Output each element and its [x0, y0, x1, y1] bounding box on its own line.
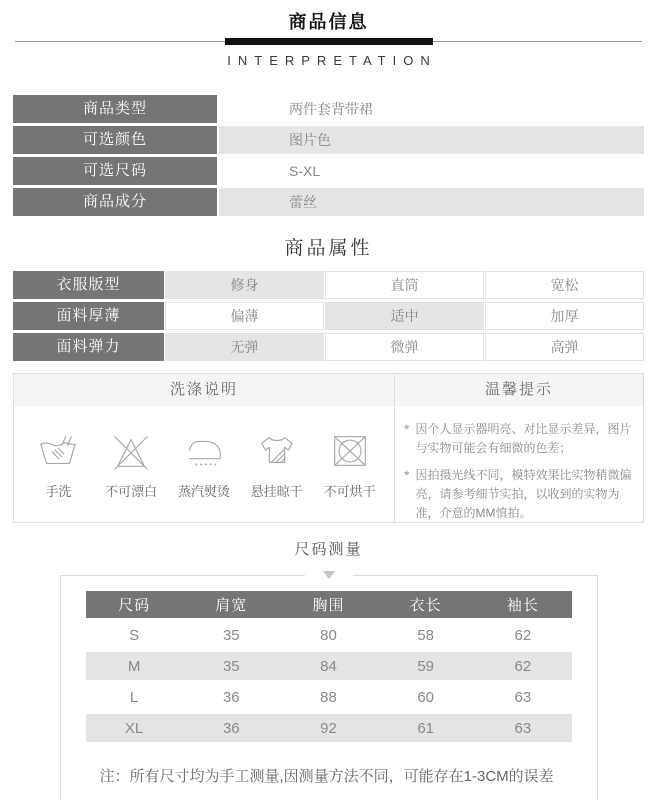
attribute-option-selected: 适中: [325, 302, 484, 330]
table-row: [13, 126, 644, 154]
page-header: [0, 0, 657, 68]
row-label: 商品类型: [13, 95, 217, 123]
row-label: 可选尺码: [13, 157, 217, 185]
size-row-m: [86, 652, 572, 680]
attributes-section-title: 商品属性: [284, 238, 373, 259]
size-row-l: [86, 683, 572, 711]
size-cell: 92: [280, 714, 377, 742]
size-cell: 84: [280, 652, 377, 680]
size-cell: 58: [417, 626, 434, 644]
attribute-label: 面料厚薄: [13, 302, 164, 330]
size-cell: 35: [183, 652, 280, 680]
asterisk-bullet-icon: *: [404, 421, 410, 437]
washing-panel: [14, 374, 395, 522]
wash-item-label: 蒸汽熨烫: [177, 484, 230, 499]
size-cell: 61: [377, 714, 474, 742]
attribute-option: 偏薄: [165, 302, 324, 330]
row-value: 蕾丝: [219, 188, 644, 216]
hand-wash-icon: [35, 430, 81, 472]
wash-item: [244, 430, 310, 500]
size-table-header-row: [86, 591, 572, 618]
column-header: 肩宽: [183, 591, 280, 618]
header-divider: [0, 38, 657, 46]
column-header: 尺码: [86, 591, 183, 618]
page-title: 商品信息: [288, 12, 369, 32]
chevron-down-icon: [323, 571, 335, 579]
wash-item: [25, 430, 91, 500]
measurement-note: 注：所有尺寸均为手工测量,因测量方法不同，可能存在1-3CM的误差: [99, 768, 554, 785]
column-header: 衣长: [377, 591, 474, 618]
size-cell: 62: [474, 652, 571, 680]
tip-text: 因个人显示器明亮、对比显示差异，图片与实物可能会有细微的色差；: [415, 422, 632, 455]
size-cell: L: [129, 688, 139, 706]
attributes-table: [13, 271, 644, 361]
asterisk-bullet-icon: *: [404, 467, 410, 483]
attribute-option-selected: 修身: [165, 271, 324, 299]
tips-panel: [395, 374, 643, 522]
column-header: 胸围: [280, 591, 377, 618]
wash-item: [171, 430, 237, 500]
size-cell: 36: [183, 714, 280, 742]
row-label: 可选颜色: [13, 126, 217, 154]
table-row: [13, 188, 644, 216]
hang-dry-icon: [254, 430, 300, 472]
tip-item: [404, 420, 633, 458]
attribute-label: 面料弹力: [13, 333, 164, 361]
size-cell: 62: [514, 626, 532, 644]
size-cell: 88: [320, 688, 337, 706]
product-info-table: [13, 95, 644, 216]
table-row: [13, 157, 644, 185]
wash-item-label: 悬挂晾干: [250, 484, 303, 499]
attribute-option: 微弹: [325, 333, 484, 361]
row-label: 商品成分: [13, 188, 217, 216]
attribute-label: 衣服版型: [13, 271, 164, 299]
attribute-option-selected: 无弹: [165, 333, 324, 361]
size-row-s: [86, 621, 572, 649]
arrow-wrap: [305, 571, 353, 579]
tips-list: [395, 406, 643, 523]
row-value: 两件套背带裙: [289, 101, 373, 117]
wash-item: [317, 430, 383, 500]
size-cell: 35: [222, 626, 240, 644]
washing-panel-title: 洗涤说明: [14, 374, 394, 406]
no-tumble-dry-icon: [327, 430, 373, 472]
size-cell: 59: [377, 652, 474, 680]
size-row-xl: [86, 714, 572, 742]
table-row: [13, 95, 644, 123]
size-cell: 80: [320, 626, 337, 644]
attribute-option: 加厚: [485, 302, 644, 330]
size-cell: 63: [474, 714, 571, 742]
tips-panel-title: 温馨提示: [395, 374, 643, 406]
column-header: 袖长: [474, 591, 571, 618]
size-section-title: 尺码测量: [294, 541, 363, 558]
wash-item-label: 不可烘干: [323, 484, 376, 499]
row-value: 图片色: [219, 126, 644, 154]
attribute-option: 直筒: [325, 271, 484, 299]
tip-item: [404, 466, 633, 523]
wash-item: [98, 430, 164, 500]
attribute-option: 高弹: [485, 333, 644, 361]
washing-icons: [14, 406, 394, 500]
row-value: S-XL: [289, 163, 321, 179]
no-bleach-icon: [108, 430, 154, 472]
size-cell: 36: [222, 688, 240, 706]
attribute-option: 宽松: [485, 271, 644, 299]
size-cell: 63: [514, 688, 532, 706]
attribute-row: [13, 271, 644, 299]
attribute-row: [13, 302, 644, 330]
wash-item-label: 手洗: [45, 484, 72, 499]
steam-iron-icon: [181, 430, 227, 472]
tip-text: 因拍摄光线不同，模特效果比实物稍微偏亮，请参考细节实拍，以收到的实物为准，介意的MM慎拍。: [415, 468, 632, 520]
size-chart-box: [60, 575, 598, 800]
attribute-row: [13, 333, 644, 361]
size-cell: M: [86, 652, 183, 680]
size-cell: S: [129, 626, 140, 644]
page-subtitle: INTERPRETATION: [227, 53, 437, 68]
header-black-bar: [225, 38, 433, 45]
size-cell: XL: [86, 714, 183, 742]
size-cell: 60: [417, 688, 434, 706]
care-panels: [13, 373, 644, 523]
size-table: [86, 588, 572, 745]
wash-item-label: 不可漂白: [105, 484, 158, 499]
